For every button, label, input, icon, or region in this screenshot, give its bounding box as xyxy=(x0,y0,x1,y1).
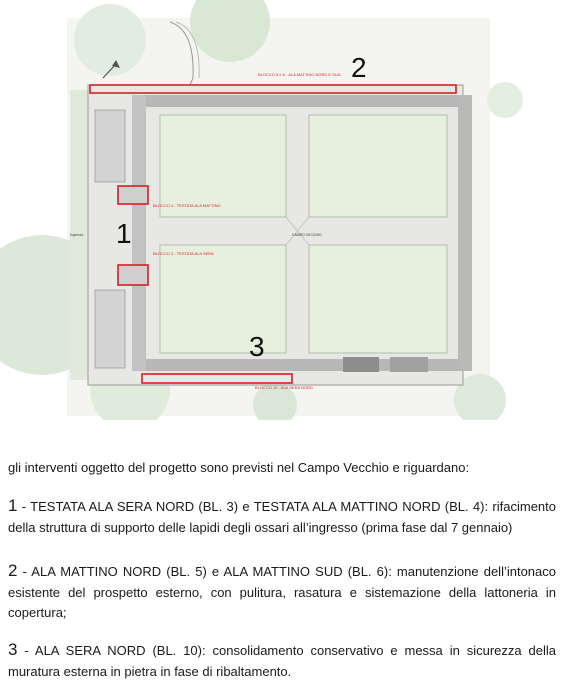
item-3 xyxy=(8,640,556,682)
item-3-number: 3 xyxy=(8,640,18,659)
lawn-sw xyxy=(160,245,286,353)
side-label: Ingresso xyxy=(70,233,84,237)
block-left-label-1: BLOCCO 4 - TESTATA ALA MATTINO xyxy=(153,203,221,208)
number-3-marker: 3 xyxy=(249,331,265,362)
tree-canopy xyxy=(487,82,523,118)
block-3-highlight xyxy=(118,265,148,285)
bottom-chapel xyxy=(390,357,428,372)
left-colonnade xyxy=(132,95,146,371)
lawn-se xyxy=(309,245,447,353)
block-bottom-label: BLOCCO 10 - ALA SERA NORD xyxy=(255,385,313,390)
tree-canopy xyxy=(74,4,146,76)
lawn-ne xyxy=(309,115,447,217)
number-1-marker: 1 xyxy=(116,218,132,249)
item-2-text: - ALA MATTINO NORD (BL. 5) e ALA MATTINO SUD (BL. 6): manutenzione dell’intonaco esistente del prospetto esterno, con pulitura, rasatura e sistemazione della lattoneria in copertura; xyxy=(8,564,556,620)
item-1-text: - TESTATA ALA SERA NORD (BL. 3) e TESTATA ALA MATTINO NORD (BL. 4): rifacimento della struttura di supporto delle lapidi degli ossari all’ingresso (prima fase dal 7 gennaio) xyxy=(8,499,556,535)
block-top-label: BLOCCO 5 e 6 - ALA MATTINO NORD E SUD xyxy=(258,72,341,77)
intro-text: gli interventi oggetto del progetto sono previsti nel Campo Vecchio e riguardano: xyxy=(8,460,470,475)
top-colonnade xyxy=(146,95,458,107)
block-left-label-2: BLOCCO 3 - TESTATA ALA SERA xyxy=(153,251,214,256)
campo-vecchio-label: CAMPO VECCHIO xyxy=(292,233,322,237)
right-colonnade xyxy=(458,95,472,371)
item-2-number: 2 xyxy=(8,561,18,580)
item-3-text: - ALA SERA NORD (BL. 10): consolidamento conservativo e messa in sicurezza della muratura esterna in pietra in fase di ribaltamento. xyxy=(8,643,556,679)
item-2 xyxy=(8,561,556,624)
left-building xyxy=(95,290,125,368)
lawn-nw xyxy=(160,115,286,217)
number-2-marker: 2 xyxy=(351,52,367,83)
item-1 xyxy=(8,496,556,538)
block-4-highlight xyxy=(118,186,148,204)
item-1-number: 1 xyxy=(8,496,18,515)
left-building xyxy=(95,110,125,182)
bottom-chapel xyxy=(343,357,379,372)
